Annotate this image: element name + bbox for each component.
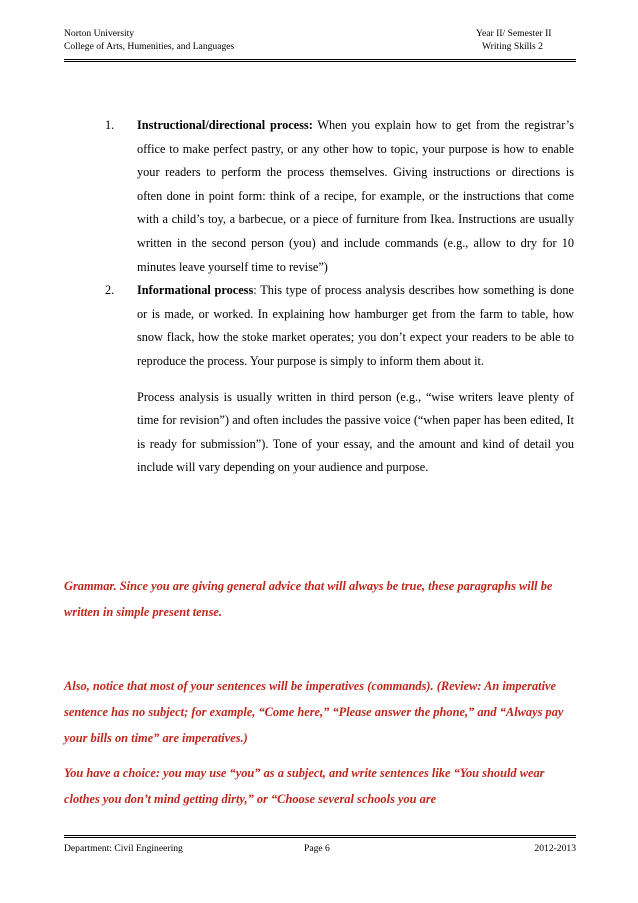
footer-page-number: Page 6 xyxy=(304,843,330,854)
header-university: Norton University xyxy=(64,28,135,39)
list-item-body xyxy=(137,279,574,480)
page-footer xyxy=(64,843,576,854)
item-text: When you explain how to get from the registrar’s office to make perfect pastry, or any other how to topic, your purpose is how to enable your readers to perform the process themselves. Giving instructions or directions is often done in point form: think of a recipe, for example, or the instructions that come with a child’s toy, a barbecue, or a piece of furniture from Ikea. Instructions are usually written in the second person (you) and include commands (e.g., allow to dry for 10 minutes leave yourself time to revise”) xyxy=(137,118,575,274)
grammar-note: Grammar. Since you are giving general advice that will always be true, these paragraphs will be written in simple present tense. xyxy=(64,579,553,619)
item-extra-paragraph: Process analysis is usually written in third person (e.g., “wise writers leave plenty of time for revision”) and often includes the passive voice (“when paper has been edited, It is ready for submission”). Tone of your essay, and the amount and kind of detail you include will vary depending on your audience and purpose. xyxy=(137,389,574,475)
imperatives-note: Also, notice that most of your sentences will be imperatives (commands). (Review: An imperative sentence has no subject; for example, “Come here,” “Please answer the phone,” and “Always pay your bills on time” are imperatives.) xyxy=(64,679,564,745)
process-list xyxy=(105,114,574,480)
header-divider xyxy=(64,59,576,62)
page-header xyxy=(64,27,576,53)
item-term: Informational process xyxy=(137,283,254,298)
header-course: Writing Skills 2 xyxy=(482,41,543,52)
list-item xyxy=(105,114,574,279)
footer-year: 2012-2013 xyxy=(534,843,576,854)
header-term: Year II/ Semester II xyxy=(476,28,552,39)
footer-divider xyxy=(64,835,576,838)
header-college: College of Arts, Humenities, and Languages xyxy=(64,41,235,52)
list-item-body xyxy=(137,114,574,279)
item-term: Instructional/directional process: xyxy=(137,118,313,132)
footer-department: Department: Civil Engineering xyxy=(64,843,183,854)
choice-note: You have a choice: you may use “you” as a subject, and write sentences like “You should wear clothes you don’t mind getting dirty,” or “Choose several schools you are xyxy=(64,766,545,806)
list-item xyxy=(105,279,574,480)
item-text: : This type of process analysis describes how something is done or is made, or worked. In explaining how hamburger get from the farm to table, how snow flack, how the stoke market operates; you don’t expect your readers to be able to reproduce the process. Your purpose is simply to inform them about it. xyxy=(137,283,574,368)
list-number: 1. xyxy=(105,118,115,132)
list-number: 2. xyxy=(105,283,115,298)
